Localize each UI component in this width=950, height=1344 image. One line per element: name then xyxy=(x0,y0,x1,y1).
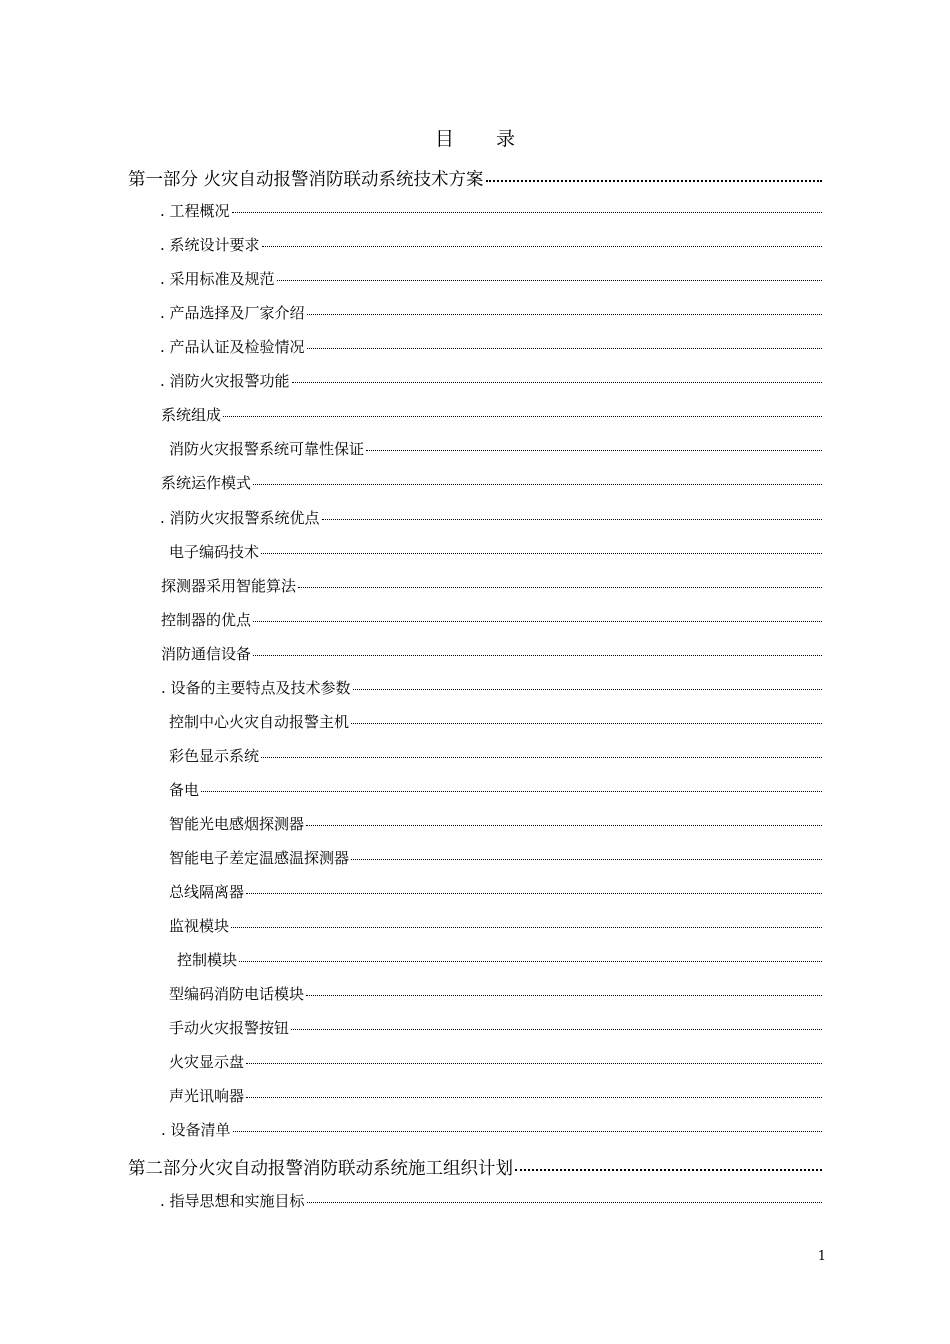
toc-entry-label: 火灾显示盘 xyxy=(169,1053,245,1071)
toc-entry[interactable] xyxy=(169,915,822,936)
toc-entry[interactable] xyxy=(160,200,822,221)
toc-entry-label: . 消防火灾报警功能 xyxy=(160,372,290,390)
toc-entry-label: 控制中心火灾自动报警主机 xyxy=(169,713,350,731)
toc-entry[interactable] xyxy=(169,541,822,562)
toc-leader-dots xyxy=(223,416,822,417)
toc-leader-dots xyxy=(351,859,822,860)
toc-entry-label: 声光讯响器 xyxy=(169,1087,245,1105)
toc-leader-dots xyxy=(298,587,822,588)
toc-entry[interactable] xyxy=(161,404,822,425)
toc-entry-label: 探测器采用智能算法 xyxy=(161,577,297,595)
toc-leader-dots xyxy=(515,1169,822,1171)
toc-entry-label: 备电 xyxy=(169,781,200,799)
toc-entry-label: 控制模块 xyxy=(177,951,238,969)
toc-entry-label: . 设备清单 xyxy=(161,1121,231,1139)
toc-entry-label: 消防通信设备 xyxy=(161,645,252,663)
toc-leader-dots xyxy=(277,280,822,281)
toc-entry[interactable] xyxy=(169,813,822,834)
toc-entry[interactable] xyxy=(161,1119,822,1140)
toc-entry-label: . 系统设计要求 xyxy=(160,236,260,254)
toc-entry-label: 智能电子差定温感温探测器 xyxy=(169,849,350,867)
toc-leader-dots xyxy=(261,553,822,554)
toc-leader-dots xyxy=(292,382,822,383)
toc-entry-label: 型编码消防电话模块 xyxy=(169,985,305,1003)
toc-leader-dots xyxy=(306,825,822,826)
toc-entry[interactable] xyxy=(160,370,822,391)
toc-entry[interactable] xyxy=(169,881,822,902)
toc-leader-dots xyxy=(322,519,822,520)
toc-leader-dots xyxy=(246,893,822,894)
toc-leader-dots xyxy=(353,689,822,690)
toc-leader-dots xyxy=(246,1097,822,1098)
toc-entry[interactable] xyxy=(160,302,822,323)
toc-entry-label: . 指导思想和实施目标 xyxy=(160,1192,305,1210)
toc-entry-label: 系统组成 xyxy=(161,406,222,424)
toc-entry-label: 手动火灾报警按钮 xyxy=(169,1019,290,1037)
toc-leader-dots xyxy=(307,314,822,315)
toc-entry[interactable] xyxy=(169,1017,822,1038)
toc-entry-label: 消防火灾报警系统可靠性保证 xyxy=(169,440,365,458)
toc-entry[interactable] xyxy=(169,779,822,800)
toc-leader-dots xyxy=(253,621,822,622)
toc-entry[interactable] xyxy=(161,643,822,664)
toc-entry[interactable] xyxy=(161,575,822,596)
toc-entry[interactable] xyxy=(169,711,822,732)
toc-leader-dots xyxy=(201,791,822,792)
toc-entry-label: . 消防火灾报警系统优点 xyxy=(160,509,320,527)
toc-entry-label: 系统运作模式 xyxy=(161,474,252,492)
toc-leader-dots xyxy=(306,995,822,996)
toc-leader-dots xyxy=(253,484,822,485)
toc-entry-label: . 产品选择及厂家介绍 xyxy=(160,304,305,322)
toc-entry-label: 监视模块 xyxy=(169,917,230,935)
toc-entry-label: . 设备的主要特点及技术参数 xyxy=(161,679,351,697)
toc-leader-dots xyxy=(262,246,822,247)
toc-entry[interactable] xyxy=(128,1155,822,1180)
toc-leader-dots xyxy=(233,1131,822,1132)
toc-entry[interactable] xyxy=(169,438,822,459)
toc-entry-label: 第二部分火灾自动报警消防联动系统施工组织计划 xyxy=(128,1155,513,1180)
toc-entry-label: 总线隔离器 xyxy=(169,883,245,901)
toc-leader-dots xyxy=(261,757,822,758)
toc-entry-label: . 产品认证及检验情况 xyxy=(160,338,305,356)
toc-entry[interactable] xyxy=(169,1051,822,1072)
toc-entry[interactable] xyxy=(161,677,822,698)
toc-leader-dots xyxy=(486,180,822,182)
toc-entry-label: 第一部分 火灾自动报警消防联动系统技术方案 xyxy=(128,166,484,191)
toc-entry-label: 彩色显示系统 xyxy=(169,747,260,765)
toc-leader-dots xyxy=(239,961,822,962)
toc-entry[interactable] xyxy=(169,847,822,868)
toc-entry[interactable] xyxy=(160,336,822,357)
toc-entry-label: 智能光电感烟探测器 xyxy=(169,815,305,833)
toc-entry[interactable] xyxy=(161,609,822,630)
toc-leader-dots xyxy=(351,723,822,724)
toc-leader-dots xyxy=(307,1202,822,1203)
toc-entry-label: 控制器的优点 xyxy=(161,611,252,629)
toc-entry[interactable] xyxy=(160,1190,822,1211)
toc-entry[interactable] xyxy=(169,1085,822,1106)
toc-entry[interactable] xyxy=(160,234,822,255)
toc-leader-dots xyxy=(232,212,822,213)
toc-leader-dots xyxy=(246,1063,822,1064)
toc-entry-label: . 工程概况 xyxy=(160,202,230,220)
toc-leader-dots xyxy=(307,348,822,349)
toc-title: 目 录 xyxy=(434,128,534,150)
toc-entry[interactable] xyxy=(161,472,822,493)
toc-entry[interactable] xyxy=(160,268,822,289)
toc-entry-label: . 采用标准及规范 xyxy=(160,270,275,288)
toc-entry[interactable] xyxy=(169,745,822,766)
toc-leader-dots xyxy=(253,655,822,656)
toc-entry[interactable] xyxy=(169,983,822,1004)
toc-leader-dots xyxy=(231,927,822,928)
toc-entry[interactable] xyxy=(177,949,822,970)
toc-leader-dots xyxy=(366,450,822,451)
toc-entry[interactable] xyxy=(128,166,822,191)
toc-leader-dots xyxy=(291,1029,822,1030)
page-number: 1 xyxy=(817,1249,826,1264)
toc-entry[interactable] xyxy=(160,507,822,528)
toc-entry-label: 电子编码技术 xyxy=(169,543,260,561)
